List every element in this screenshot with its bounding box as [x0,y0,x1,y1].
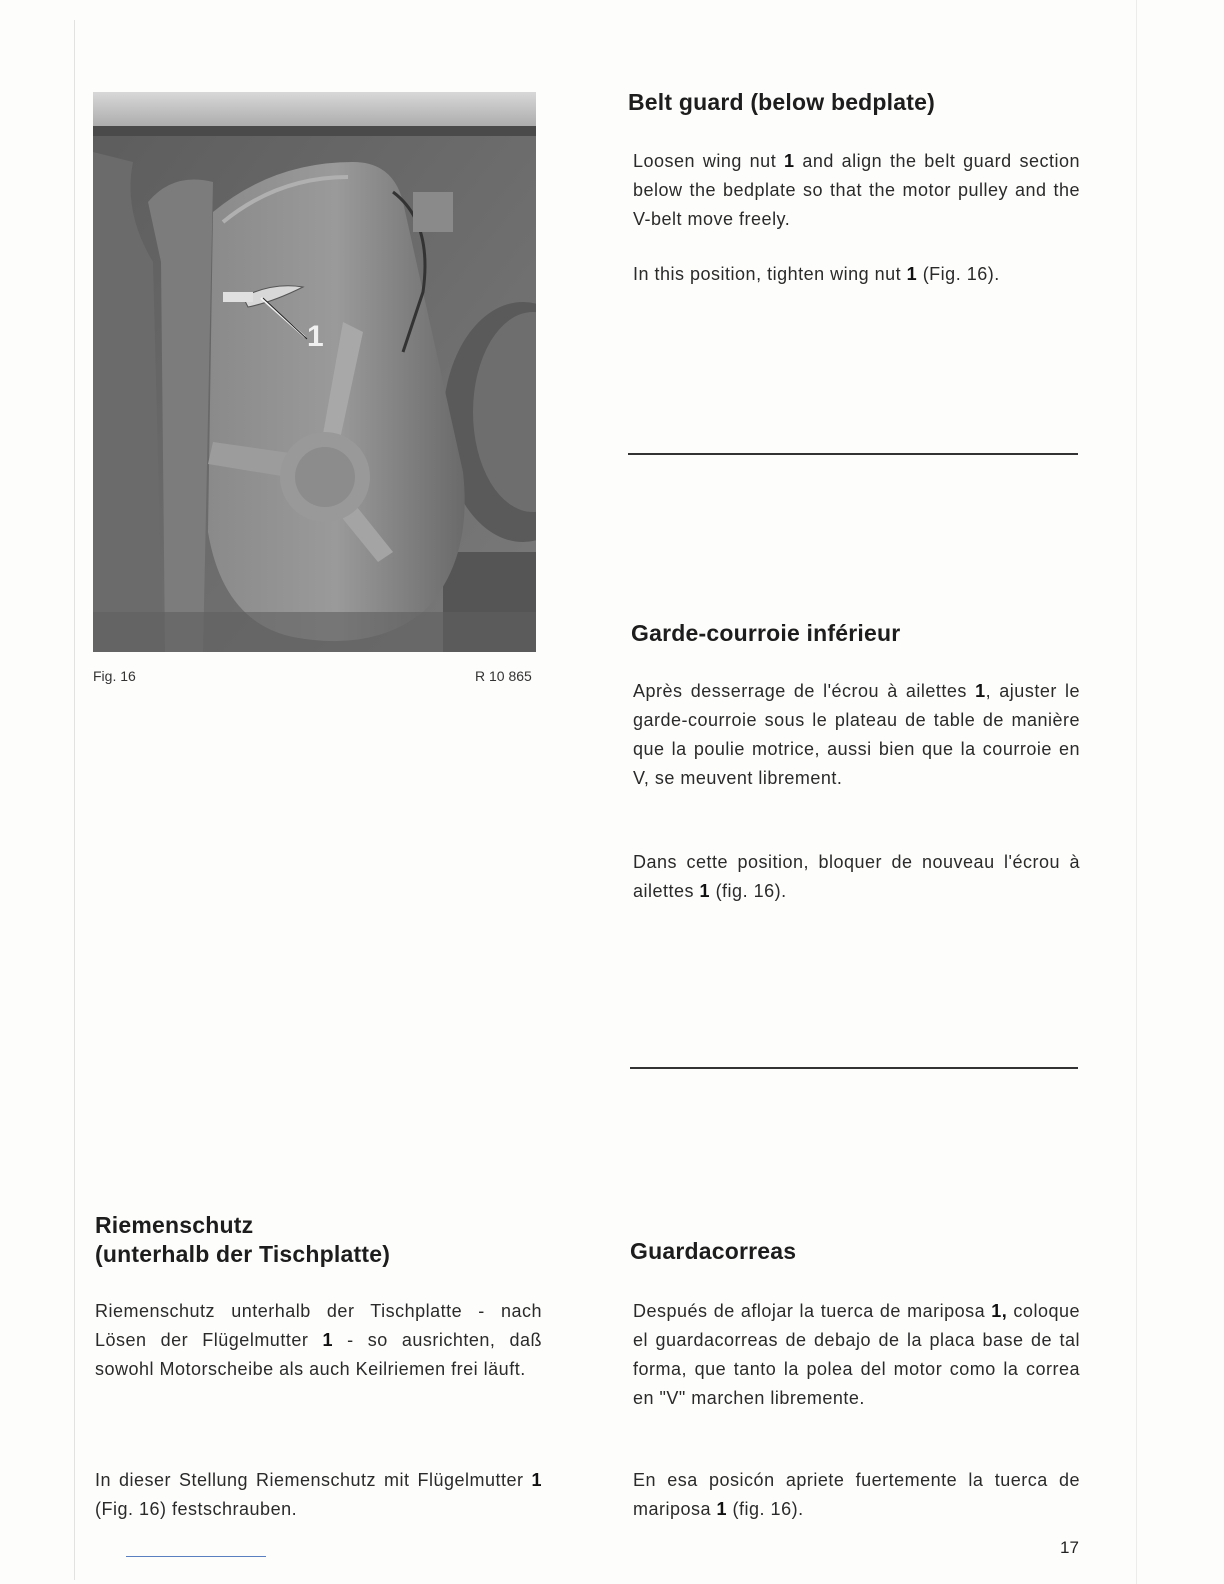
section-title-fr: Garde-courroie inférieur [631,620,901,646]
figure-caption: Fig. 16 [93,668,136,684]
section-en-paragraph-2: In this position, tighten wing nut 1 (Fig. 16). [633,264,1000,284]
section-en-paragraph-1: Loosen wing nut 1 and align the belt guard section below the bedplate so that the motor pulley and the V-belt move freely. [633,151,1080,229]
figure-16-photo [93,92,536,652]
page-number: 17 [1060,1538,1079,1557]
section-divider-2 [630,1067,1078,1069]
section-de-paragraph-2: In dieser Stellung Riemenschutz mit Flügelmutter 1 (Fig. 16) festschrauben. [95,1470,542,1519]
section-es-paragraph-1: Después de aflojar la tuerca de mariposa 1, coloque el guardacorreas de debajo de la placa base de tal forma, que tanto la polea del motor como la correa en "V" marchen libremente. [633,1301,1080,1408]
section-fr-paragraph-2: Dans cette position, bloquer de nouveau l'écrou à ailettes 1 (fig. 16). [633,852,1080,901]
footer-rule [126,1556,266,1557]
section-title-de: Riemenschutz (unterhalb der Tischplatte) [95,1212,391,1267]
belt-guard-photo-illustration [93,92,536,652]
section-fr-paragraph-1: Après desserrage de l'écrou à ailettes 1, ajuster le garde-courroie sous le plateau de table de manière que la poulie motrice, aussi bien que la courroie en V, se meuvent librement. [633,681,1080,788]
section-title-es: Guardacorreas [630,1238,797,1264]
section-divider-1 [628,453,1078,455]
section-title-en: Belt guard (below bedplate) [628,89,935,115]
page-edge-right [1136,0,1137,1584]
section-es-paragraph-2: En esa posicón apriete fuertemente la tuerca de mariposa 1 (fig. 16). [633,1470,1080,1519]
figure-reference: R 10 865 [475,668,532,684]
callout-label: 1 [307,320,324,353]
section-de-paragraph-1: Riemenschutz unterhalb der Tischplatte - nach Lösen der Flügelmutter 1 - so ausrichten, daß sowohl Motorscheibe als auch Keilriemen frei läuft. [95,1301,542,1379]
page-edge-left [74,20,75,1580]
